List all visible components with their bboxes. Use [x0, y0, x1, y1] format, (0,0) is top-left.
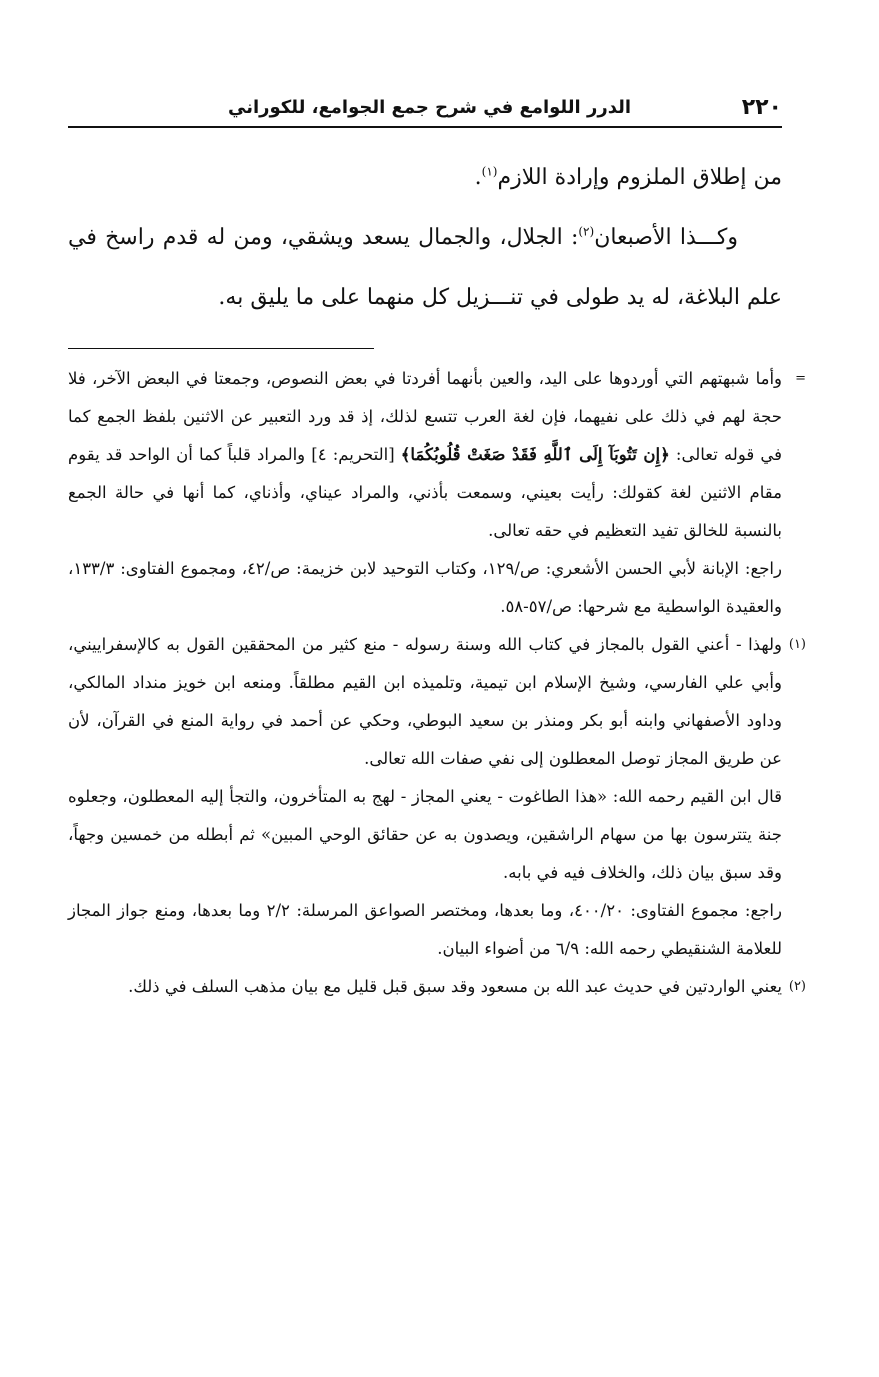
footnote-continued-text-1: وأما شبهتهم التي أوردوها على اليد، والعين بأنهما أفردتا في بعض النصوص، وجمعتا في البعض الآخر، فلا حجة لهم في ذلك على نفيهما، فإن لغة العرب تتسع لذلك، إذ قد ورد التعبير عن الاثنين بلفظ الجمع كما في قوله تعالى: — [68, 369, 782, 464]
main-paragraph-2 — [68, 208, 782, 328]
page-header — [68, 88, 782, 128]
running-title: الدرر اللوامع في شرح جمع الجوامع، للكوراني — [228, 96, 632, 118]
main-paragraph-1-end: . — [474, 165, 482, 190]
main-text — [68, 148, 782, 328]
main-paragraph-1 — [68, 148, 782, 208]
footnote-1-quote: قال ابن القيم رحمه الله: «هذا الطاغوت - يعني المجاز - لهج به المتأخرون، والتجأ إليه المعطلون، وجعلوه جنة يتترسون بها من سهام الراشقين، ويصدون به عن حقائق الوحي المبين» ثم أبطله من خمسين وجهاً، وقد سبق بيان ذلك، والخلاف فيه في بابه. — [68, 787, 782, 882]
footnote-1 — [68, 626, 806, 778]
book-page — [68, 88, 806, 1348]
footnote-continued — [68, 360, 806, 550]
footnotes — [68, 360, 806, 1006]
main-paragraph-2-rest: : الجلال، والجمال يسعد ويشقي، ومن له قدم راسخ في علم البلاغة، له يد طولى في تنـــزيل كل منهما على ما يليق به. — [68, 225, 782, 310]
footnote-ref-1: (١) — [481, 164, 498, 179]
footnote-ref-2: (٢) — [578, 224, 595, 239]
footnote-continued-text-2: [التحريم: ٤] والمراد قلباً كما أن الواحد قد يقوم مقام الاثنين لغة كقولك: رأيت بعيني، وسمعت بأذني، والمراد عيناي، وأذناي، كما أنها في حالة الجمع بالنسبة للخالق تفيد التعظيم في حقه تعالى. — [68, 445, 782, 540]
main-paragraph-1-text: من إطلاق الملزوم وإرادة اللازم — [497, 165, 782, 190]
continuation-mark: = — [795, 371, 806, 386]
page-number: ٢٢٠ — [741, 94, 782, 120]
footnote-2-mark: (٢) — [788, 979, 806, 994]
footnote-separator — [68, 348, 374, 349]
footnote-1-mark: (١) — [788, 637, 806, 652]
quran-verse: ﴿إِن تَتُوبَآ إِلَى ٱللَّهِ فَقَدْ صَغَتْ قُلُوبُكُمَا﴾ — [400, 445, 670, 464]
footnote-1-refs: راجع: مجموع الفتاوى: ٤٠٠/٢٠، وما بعدها، ومختصر الصواعق المرسلة: ٢/٢ وما بعدها، ومنع جواز المجاز للعلامة الشنقيطي رحمه الله: ٦/٩ من أضواء البيان. — [68, 901, 782, 958]
main-paragraph-2-start: وكـــذا الأصبعان — [594, 225, 738, 250]
footnote-2-text: يعني الواردتين في حديث عبد الله بن مسعود وقد سبق قبل قليل مع بيان مذهب السلف في ذلك. — [128, 977, 782, 996]
footnote-2 — [68, 968, 806, 1006]
footnote-1-text: ولهذا - أعني القول بالمجاز في كتاب الله وسنة رسوله - منع كثير من المحققين القول به كالإسفراييني، وأبي علي الفارسي، وشيخ الإسلام ابن تيمية، وتلميذه ابن القيم مطلقاً. ومنعه ابن خويز منداد المالكي، وداود الأصفهاني وابنه أبو بكر ومنذر بن سعيد البوطي، وحكي عن أحمد في رواية المنع في القرآن، لأن عن طريق المجاز توصل المعطلون إلى نفي صفات الله تعالى. — [68, 635, 782, 768]
footnote-continued-refs: راجع: الإبانة لأبي الحسن الأشعري: ص/١٢٩، وكتاب التوحيد لابن خزيمة: ص/٤٢، ومجموع الفتاوى: ١٣٣/٣، والعقيدة الواسطية مع شرحها: ص/٥٧-٥٨. — [68, 559, 782, 616]
